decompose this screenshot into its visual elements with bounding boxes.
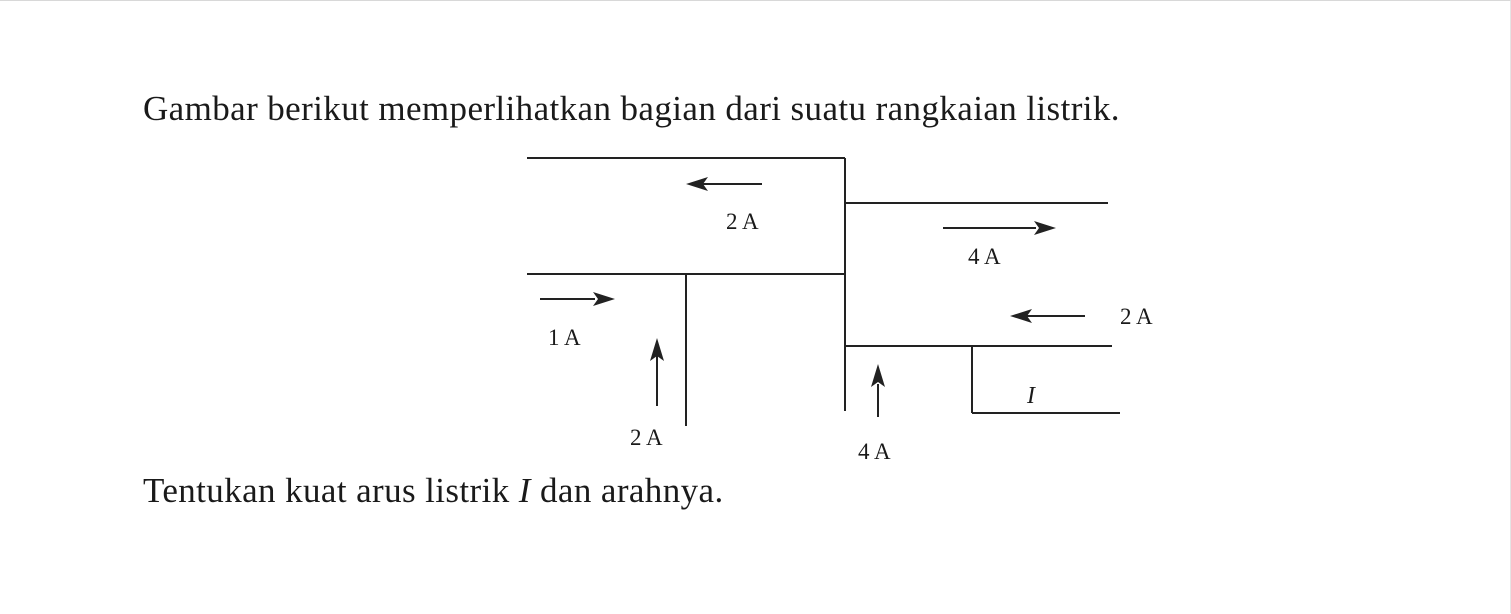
question-intro: Gambar berikut memperlihatkan bagian dari suatu rangkaian listrik.: [143, 89, 1120, 128]
label-top-right-current: 4 A: [968, 244, 1001, 269]
arrow-center-vertical-current: [871, 364, 885, 417]
circuit-diagram: [0, 1, 1511, 614]
current-labels: [548, 209, 1153, 464]
prompt-before: Tentukan kuat arus listrik: [143, 471, 519, 510]
arrow-top-right-current: [943, 221, 1056, 235]
arrow-left-vertical-current: [650, 338, 664, 406]
label-left-vertical-current: 2 A: [630, 425, 663, 450]
label-left-branch-current: 1 A: [548, 325, 581, 350]
arrow-left-branch-current: [540, 292, 615, 306]
current-arrows: [540, 177, 1085, 417]
label-right-middle-current: 2 A: [1120, 304, 1153, 329]
label-unknown-current: I: [1027, 383, 1035, 409]
arrow-top-left-current: [686, 177, 762, 191]
arrow-right-middle-current: [1010, 309, 1085, 323]
prompt-after: dan arahnya.: [530, 471, 724, 510]
label-center-vertical-current: 4 A: [858, 439, 891, 464]
prompt-variable: I: [518, 471, 531, 510]
label-top-left-current: 2 A: [726, 209, 759, 234]
question-prompt: [143, 471, 724, 511]
